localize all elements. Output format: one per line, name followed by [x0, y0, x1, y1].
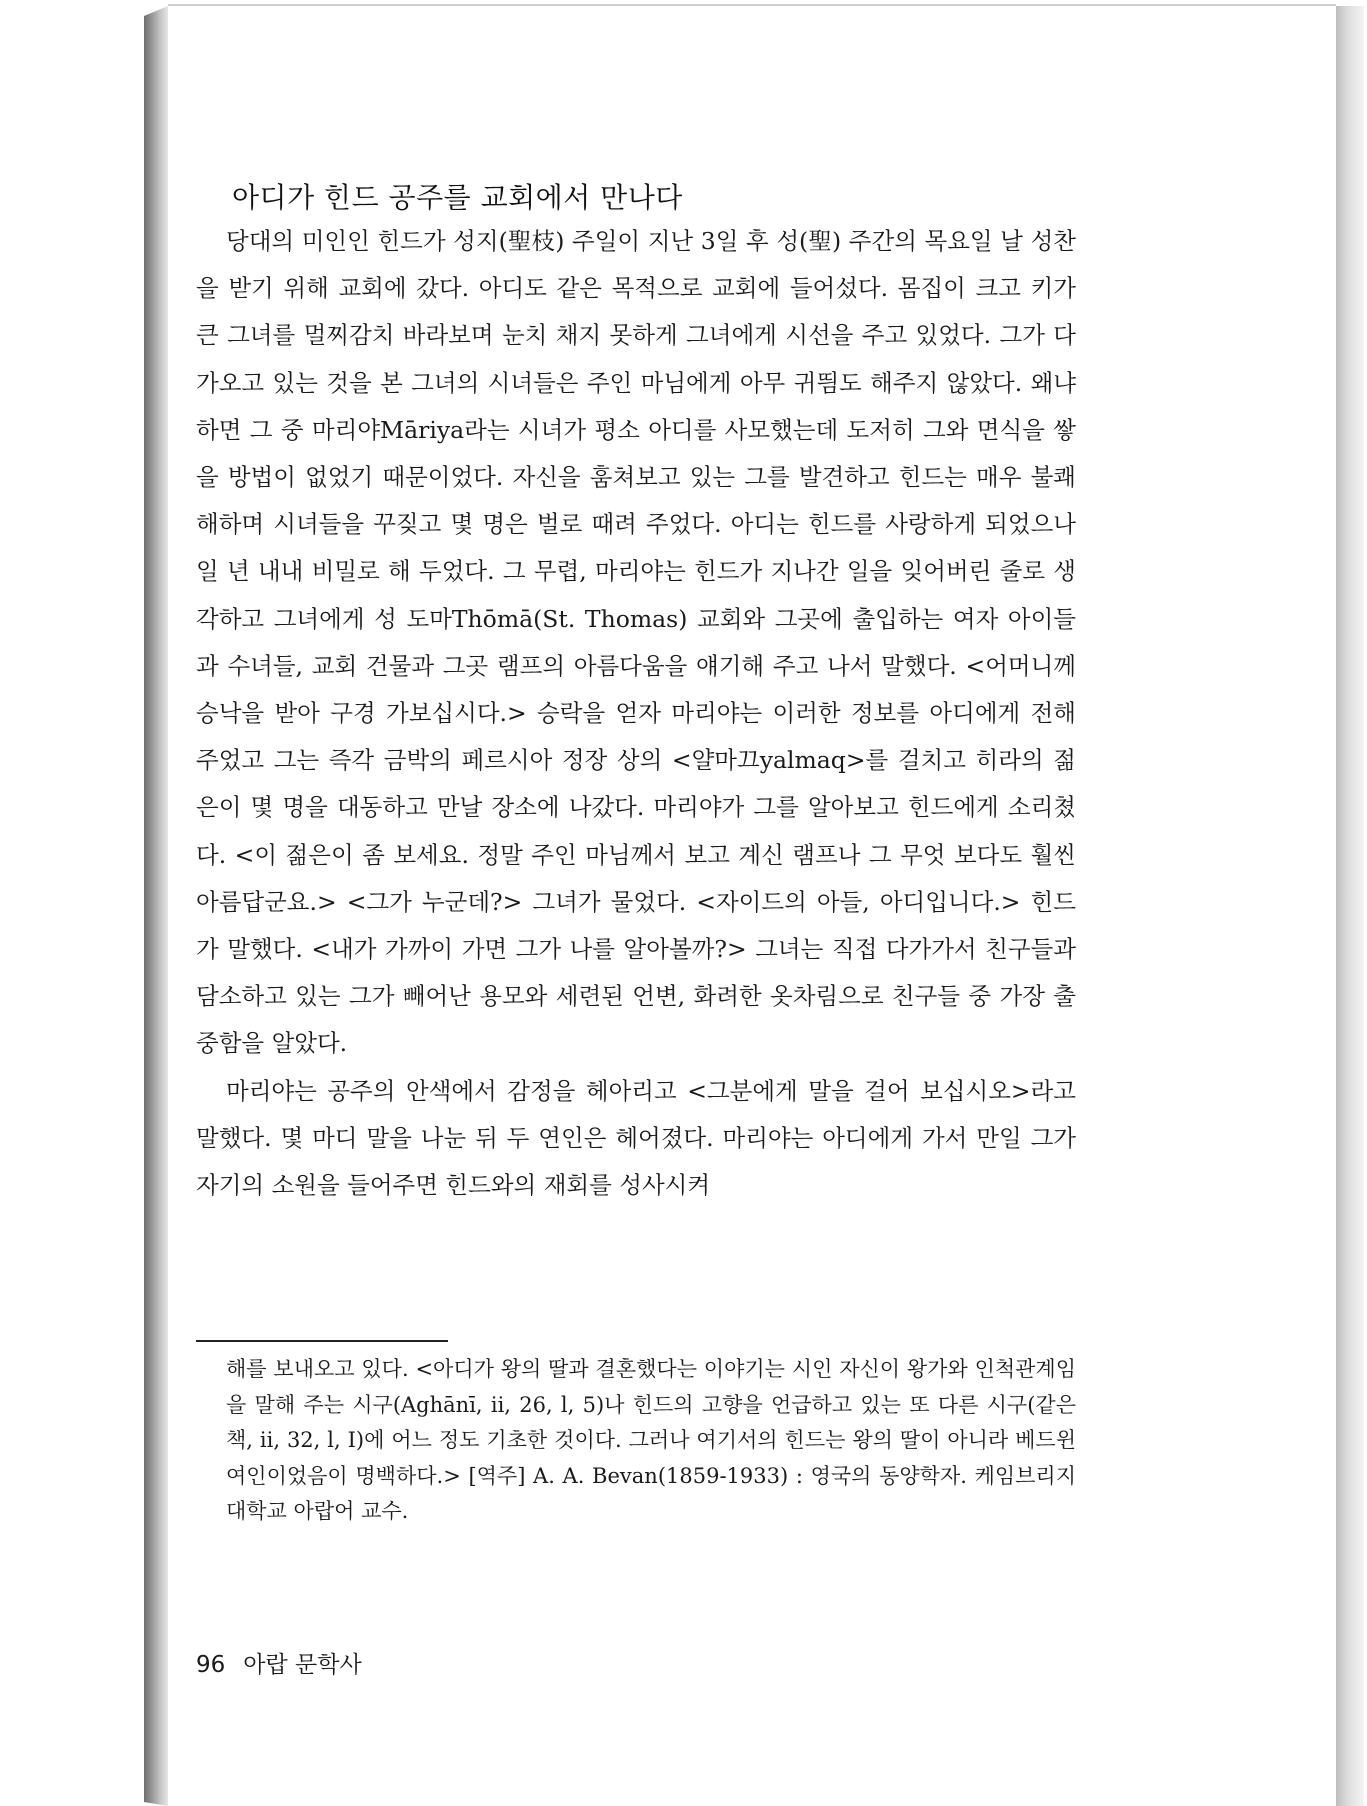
paragraph-2: 마리야는 공주의 안색에서 감정을 헤아리고 <그분에게 말을 걸어 보십시오>라고 말했다. 몇 마디 말을 나눈 뒤 두 연인은 헤어졌다. 마리야는 아디에게 가서 만일 그가 자기의 소원을 들어주면 힌드와의 재회를 성사시켜 [196, 1076, 1076, 1200]
body-text [196, 218, 1076, 1209]
running-title: 아랍 문학사 [243, 1652, 362, 1678]
paragraph-1: 당대의 미인인 힌드가 성지(聖枝) 주일이 지난 3일 후 성(聖) 주간의 목요일 날 성찬을 받기 위해 교회에 갔다. 아디도 같은 목적으로 교회에 들어섰다. 몸집이 크고 키가 큰 그녀를 멀찌감치 바라보며 눈치 채지 못하게 그녀에게 시선을 주고 있었다. 그가 다가오고 있는 것을 본 그녀의 시녀들은 주인 마님에게 아무 귀띔도 해주지 않았다. 왜냐하면 그 중 마리야Māriya라는 시녀가 평소 아디를 사모했는데 도저히 그와 면식을 쌓을 방법이 없었기 때문이었다. 자신을 훔쳐보고 있는 그를 발견하고 힌드는 매우 불쾌해하며 시녀들을 꾸짖고 몇 명은 벌로 때려 주었다. 아디는 힌드를 사랑하게 되었으나 일 년 내내 비밀로 해 두었다. 그 무렵, 마리야는 힌드가 지나간 일을 잊어버린 줄로 생각하고 그녀에게 성 도마Thōmā(St. Thomas) 교회와 그곳에 출입하는 여자 아이들과 수녀들, 교회 건물과 그곳 램프의 아름다움을 얘기해 주고 나서 말했다. <어머니께 승낙을 받아 구경 가보십시다.> 승락을 얻자 마리야는 이러한 정보를 아디에게 전해 주었고 그는 즉각 금박의 페르시아 정장 상의 <얄마끄yalmaq>를 걸치고 히라의 젊은이 몇 명을 대동하고 만날 장소에 나갔다. 마리야가 그를 알아보고 힌드에게 소리쳤다. <이 젊은이 좀 보세요. 정말 주인 마님께서 보고 계신 램프나 그 무엇 보다도 훨씬 아름답군요.> <그가 누군데?> 그녀가 물었다. <자이드의 아들, 아디입니다.> 힌드가 말했다. <내가 가까이 가면 그가 나를 알아볼까?> 그녀는 직접 다가가서 친구들과 담소하고 있는 그가 빼어난 용모와 세련된 언변, 화려한 옷차림으로 친구들 중 가장 출중함을 알았다. [196, 227, 1076, 1058]
footnote: 해를 보내오고 있다. <아디가 왕의 딸과 결혼했다는 이야기는 시인 자신이 왕가와 인척관계임을 말해 주는 시구(Aghānī, ii, 26, l, 5)나 힌드의 고향을 언급하고 있는 또 다른 시구(같은 책, ii, 32, l, I)에 어느 정도 기초한 것이다. 그러나 여기서의 힌드는 왕의 딸이 아니라 베드윈 여인이었음이 명백하다.> [역주] A. A. Bevan(1859-1933) : 영국의 동양학자. 케임브리지 대학교 아랍어 교수. [226, 1357, 1076, 1523]
page-edge-shadow [1336, 6, 1364, 1806]
footnote-rule [196, 1340, 448, 1342]
section-title: 아디가 힌드 공주를 교회에서 만나다 [232, 181, 683, 214]
page-footer [196, 1646, 362, 1679]
book-spine [144, 6, 168, 1806]
page-number: 96 [196, 1652, 226, 1678]
